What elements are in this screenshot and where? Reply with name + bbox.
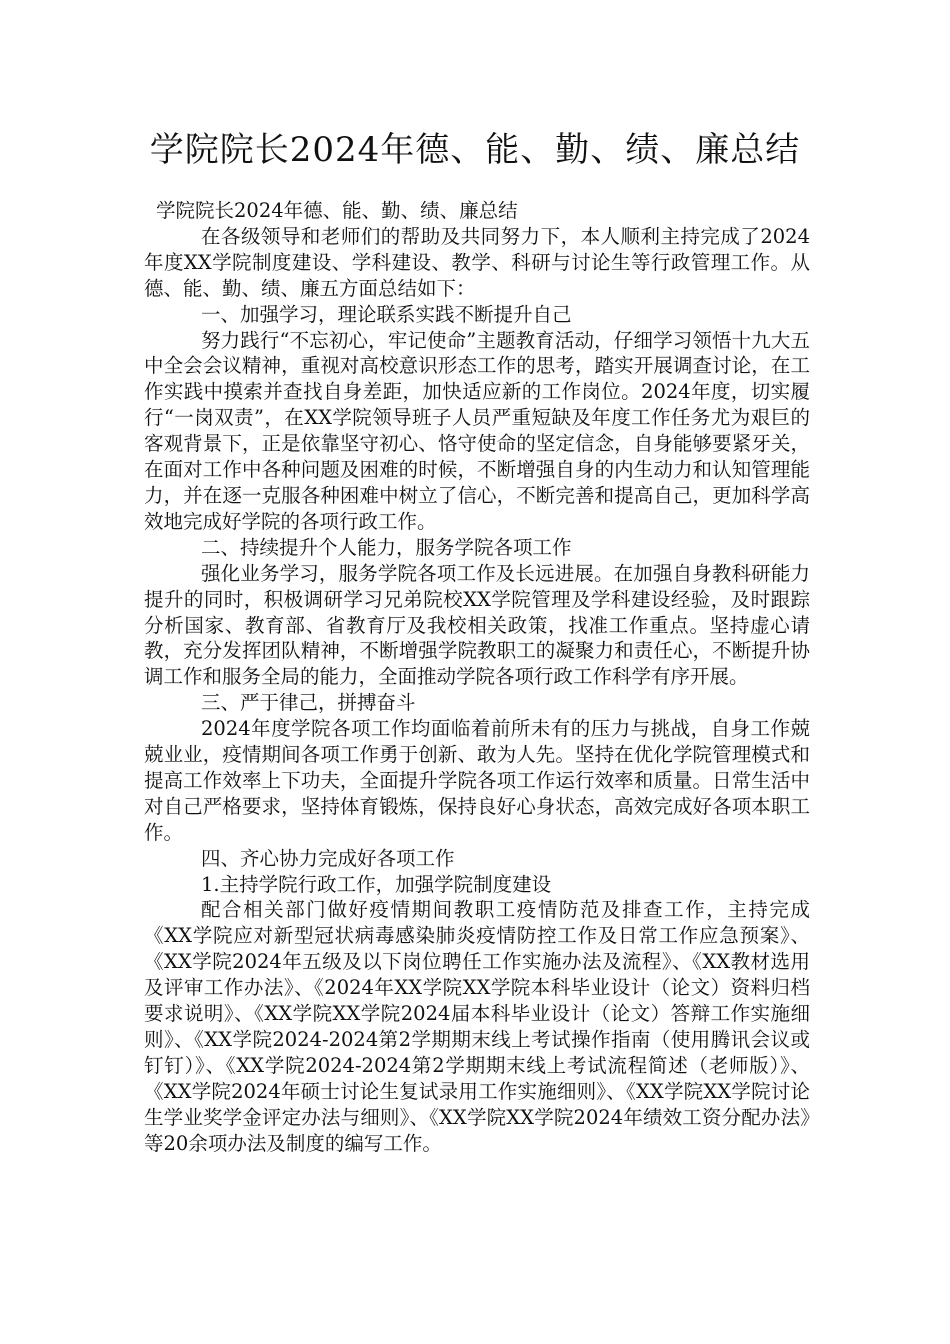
subsection-heading-4-1: 1.主持学院行政工作，加强学院制度建设: [201, 872, 552, 896]
document-body: [144, 198, 810, 1157]
section-heading-2: 二、持续提升个人能力，服务学院各项工作: [201, 535, 572, 559]
section-3-paragraph: 2024年度学院各项工作均面临着前所未有的压力与挑战，自身工作兢兢业业，疫情期间各项工作勇于创新、敢为人先。坚持在优化学院管理模式和提高工作效率上下功夫，全面提升学院各项工作运行效率和质量。日常生活中对自己严格要求，坚持体育锻炼，保持良好心身状态，高效完成好各项本职工作。: [144, 717, 810, 844]
section-heading-3: 三、严于律己，拼搏奋斗: [201, 691, 416, 715]
section-heading-4: 四、齐心协力完成好各项工作: [201, 846, 455, 870]
section-heading-1: 一、加强学习，理论联系实践不断提升自己: [201, 302, 572, 326]
section-1-paragraph: 努力践行“不忘初心，牢记使命”主题教育活动，仔细学习领悟十九大五中全会会议精神，重视对高校意识形态工作的思考，踏实开展调查讨论，在工作实践中摸索并查找自身差距，加快适应新的工作岗位。2024年度，切实履行“一岗双责”，在XX学院领导班子人员严重短缺及年度工作任务尤为艰巨的客观背景下，正是依靠坚守初心、恪守使命的坚定信念，自身能够要紧牙关，在面对工作中各种问题及困难的时候，不断增强自身的内生动力和认知管理能力，并在逐一克服各种困难中树立了信心，不断完善和提高自己，更加科学高效地完成好学院的各项行政工作。: [144, 328, 810, 533]
intro-paragraph: 在各级领导和老师们的帮助及共同努力下，本人顺利主持完成了2024年度XX学院制度建设、学科建设、教学、科研与讨论生等行政管理工作。从德、能、勤、绩、廉五方面总结如下：: [144, 224, 810, 300]
document-subtitle: 学院院长2024年德、能、勤、绩、廉总结: [156, 199, 518, 222]
section-2-paragraph: 强化业务学习，服务学院各项工作及长远进展。在加强自身教科研能力提升的同时，积极调研学习兄弟院校XX学院管理及学科建设经验，及时跟踪分析国家、教育部、省教育厅及我校相关政策，找准工作重点。坚持虚心请教，充分发挥团队精神，不断增强学院教职工的凝聚力和责任心，不断提升协调工作和服务全局的能力，全面推动学院各项行政工作科学有序开展。: [144, 561, 810, 689]
subsection-4-1-paragraph: 配合相关部门做好疫情期间教职工疫情防范及排查工作，主持完成《XX学院应对新型冠状病毒感染肺炎疫情防控工作及日常工作应急预案》、《XX学院2024年五级及以下岗位聘任工作实施办法及流程》、《XX教材选用及评审工作办法》、《2024年XX学院XX学院本科毕业设计（论文）资料归档要求说明》、《XX学院XX学院2024届本科毕业设计（论文）答辩工作实施细则》、《XX学院2024-2024第2学期期末线上考试操作指南（使用腾讯会议或钉钉）》、《XX学院2024-2024第2学期期末线上考试流程简述（老师版）》、《XX学院2024年硕士讨论生复试录用工作实施细则》、《XX学院XX学院讨论生学业奖学金评定办法与细则》、《XX学院XX学院2024年绩效工资分配办法》等20余项办法及制度的编写工作。: [144, 898, 810, 1155]
document-title: 学院院长2024年德、能、勤、绩、廉总结: [149, 130, 801, 170]
